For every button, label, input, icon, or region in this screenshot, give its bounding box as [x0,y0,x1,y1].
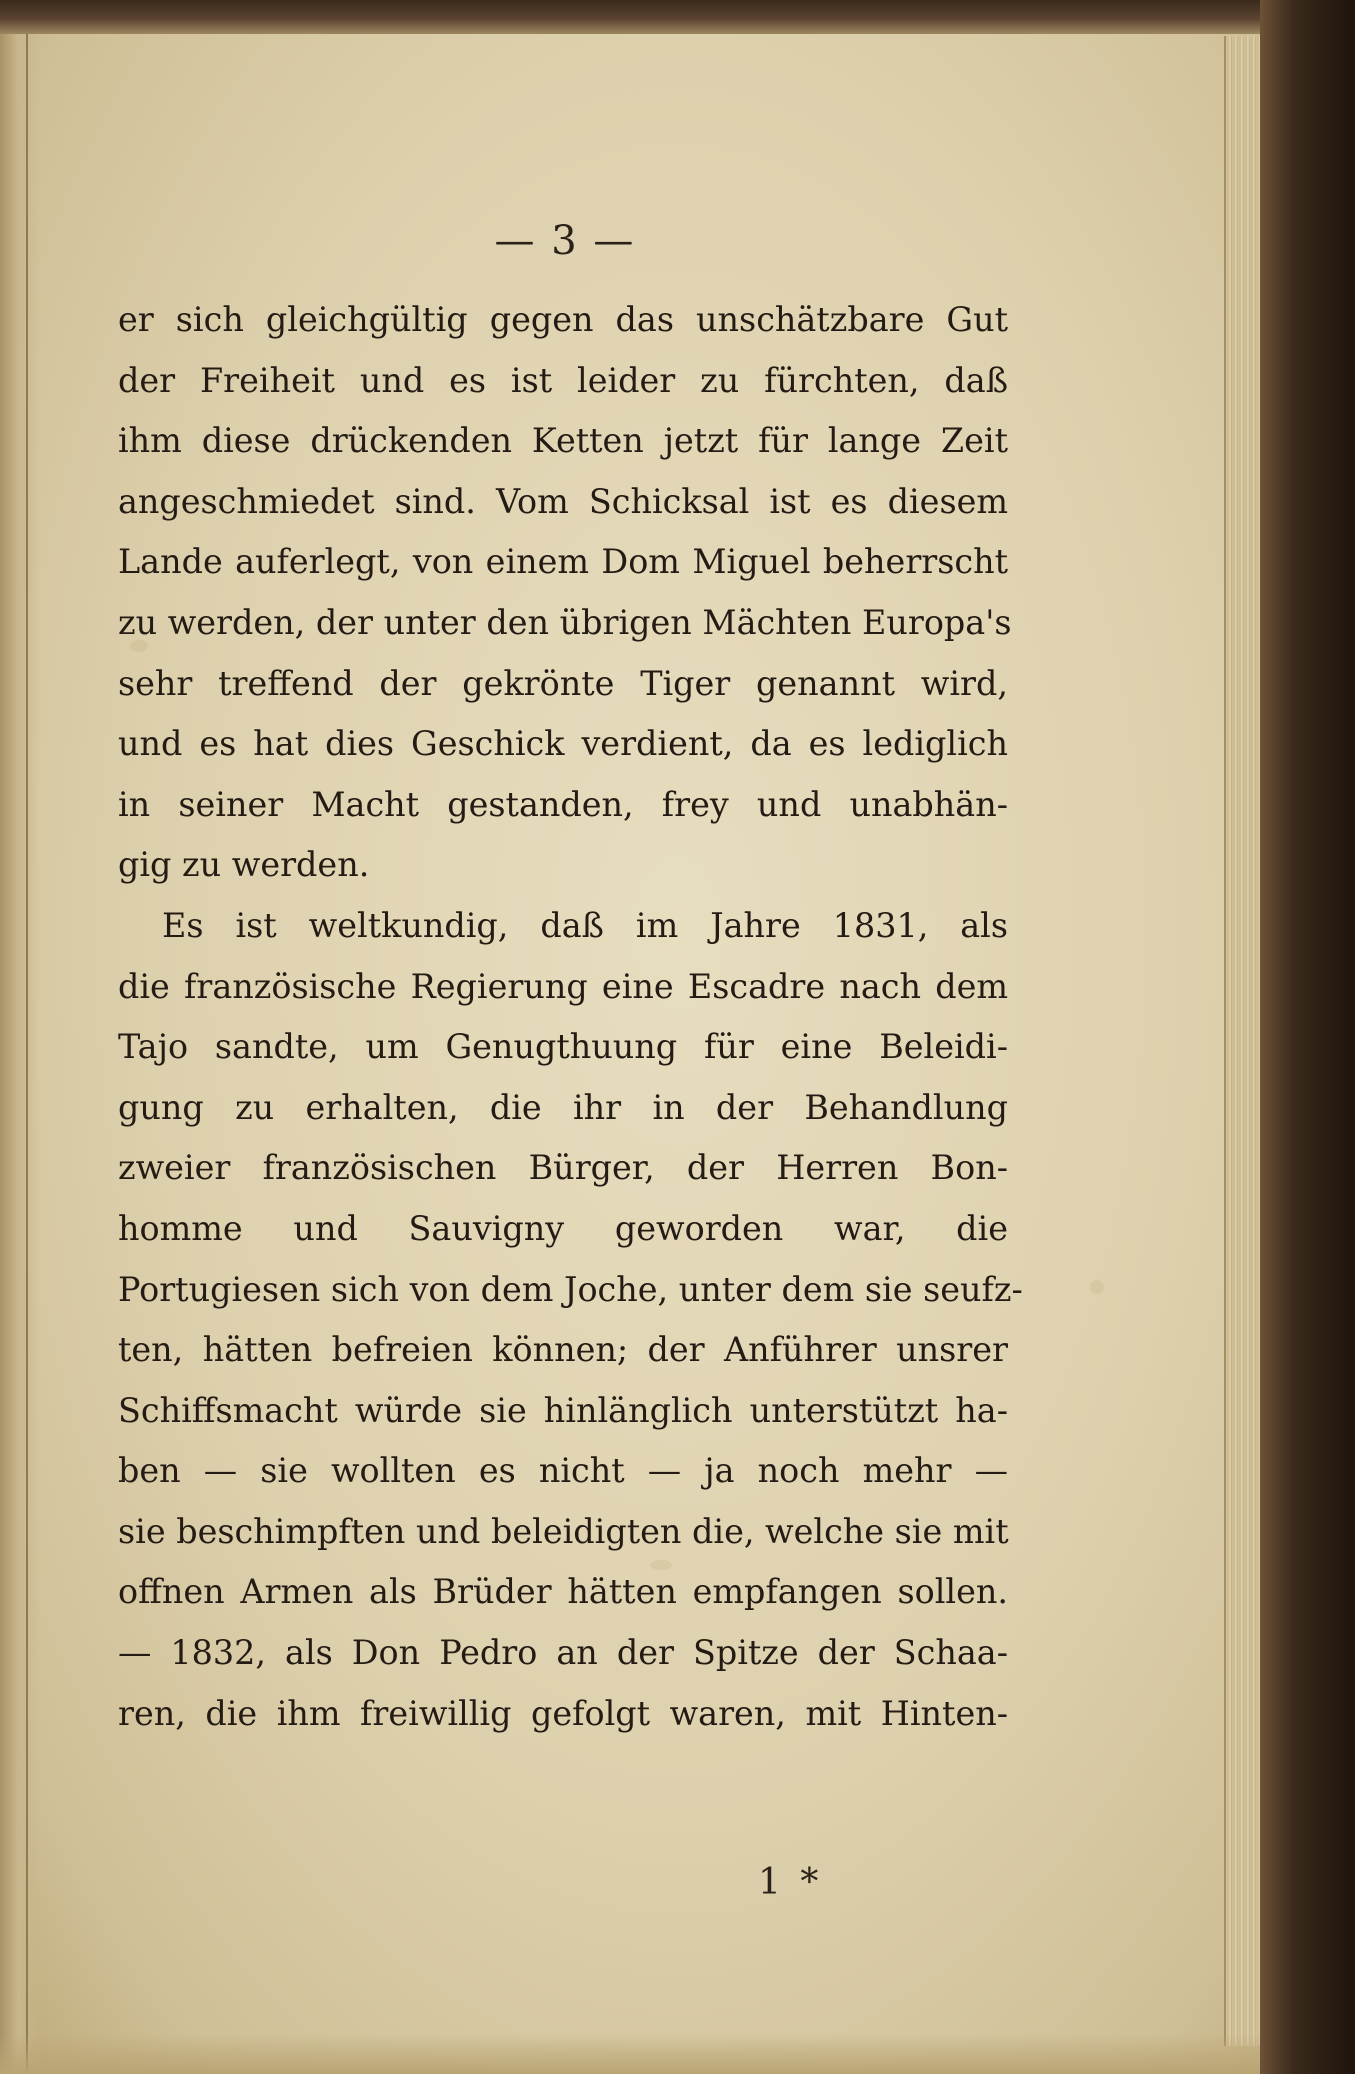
text-line: — 1832, als Don Pedro an der Spitze der Schaa- [118,1633,1008,1673]
text-line: die französische Regierung eine Escadre nach dem [118,966,1008,1006]
page-block-edge [1224,36,1260,2046]
text-line: ben — sie wollten es nicht — ja noch mehr — [118,1451,1008,1491]
text-line: Lande auferlegt, von einem Dom Miguel beherrscht [118,542,1008,582]
text-line: er sich gleichgültig gegen das unschätzbare Gut [118,300,1008,339]
text-line: offnen Armen als Brüder hätten empfangen sollen. [118,1572,1008,1612]
page-bottom-shadow [0,2034,1260,2074]
foxing-stain [1090,1280,1104,1294]
signature-mark: 1 * [758,1862,823,1903]
body-text [118,290,1023,1744]
text-line: gung zu erhalten, die ihr in der Behandlung [118,1087,1008,1127]
gutter-fold-line [26,34,28,2074]
text-line: Portugiesen sich von dem Joche, unter dem sie seufz- [118,1269,1023,1309]
page-gutter-shadow [0,34,40,2074]
text-line: ren, die ihm freiwillig gefolgt waren, mit Hinten- [118,1693,1008,1733]
text-line: in seiner Macht gestanden, frey und unabhän- [118,784,1008,824]
text-line: gig zu werden. [118,845,370,885]
text-line: Tajo sandte, um Genugthuung für eine Beleidi- [118,1027,1008,1067]
text-line: Es ist weltkundig, daß im Jahre 1831, als [162,905,1008,945]
text-line: Schiffsmacht würde sie hinlänglich unterstützt ha- [118,1390,1008,1430]
text-line: zweier französischen Bürger, der Herren Bon- [118,1148,1008,1188]
text-line: ten, hätten befreien können; der Anführer unsrer [118,1330,1008,1370]
page-number: — 3 — [494,218,636,264]
book-cover-right-edge [1260,0,1355,2074]
text-line: zu werden, der unter den übrigen Mächten Europa's [118,602,1012,642]
text-line: sie beschimpften und beleidigten die, welche sie mit [118,1511,1009,1551]
book-cover-top-edge [0,0,1355,34]
text-line: homme und Sauvigny geworden war, die [118,1208,1008,1248]
text-line: ihm diese drückenden Ketten jetzt für lange Zeit [118,421,1008,461]
text-line: angeschmiedet sind. Vom Schicksal ist es diesem [118,481,1008,521]
text-line: der Freiheit und es ist leider zu fürchten, daß [118,360,1008,400]
text-line: und es hat dies Geschick verdient, da es lediglich [118,724,1008,764]
text-line: sehr treffend der gekrönte Tiger genannt wird, [118,663,1008,703]
